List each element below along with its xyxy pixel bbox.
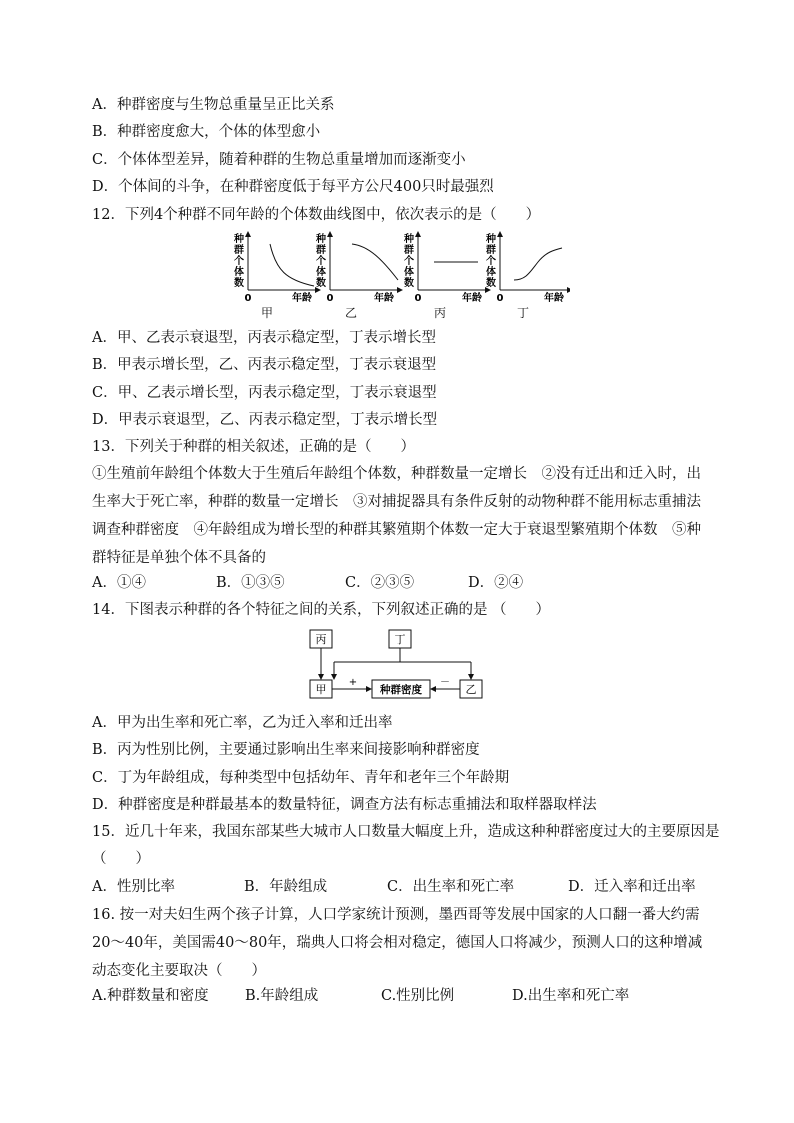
q15-option-d: D．迁入率和迁出率	[568, 879, 696, 895]
y-axis-label-char: 体	[404, 267, 414, 278]
q16-option-b: B.年龄组成	[245, 988, 319, 1004]
y-axis-label-char: 数	[486, 278, 496, 289]
graph-name-bing: 丙	[434, 306, 447, 320]
y-axis-label-char: 体	[316, 267, 326, 278]
q13-option-c: C．②③⑤	[345, 575, 415, 591]
q12-option-d: D．甲表示衰退型，乙、丙表示稳定型，丁表示增长型	[92, 412, 438, 428]
q13-option-d: D．②④	[468, 575, 524, 591]
q15-option-a: A．性别比率	[92, 879, 175, 895]
y-axis-label-char: 群	[486, 245, 496, 256]
q11-option-c: C．个体体型差异，随着种群的生物总重量增加而逐渐变小	[92, 152, 466, 168]
q14-option-d: D．种群密度是种群最基本的数量特征，调查方法有标志重捕法和取样器取样法	[92, 797, 597, 813]
q13-option-a: A．①④	[92, 575, 146, 591]
label-ding: 丁	[394, 633, 406, 646]
label-jia: 甲	[315, 683, 327, 696]
origin-label: 0	[414, 293, 422, 304]
y-axis-label-char: 数	[316, 278, 326, 289]
y-axis-label-char: 种	[486, 234, 496, 245]
minus-sign: －	[440, 677, 450, 688]
q12-option-b: B．甲表示增长型，乙、丙表示稳定型，丁表示衰退型	[92, 357, 437, 373]
q16-stem: 16. 按一对夫妇生两个孩子计算，人口学家统计预测，墨西哥等发展中国家的人口翻一番大约需20～40年，美国需40～80年，瑞典人口将会相对稳定，德国人口将减少，预测人口的这种增减动态变化主要取决（ ）	[92, 907, 703, 979]
y-axis-label-char: 个	[234, 256, 244, 267]
q16-option-c: C.性别比例	[381, 988, 455, 1004]
q11-option-a: A．种群密度与生物总重量呈正比关系	[92, 97, 335, 113]
label-bing: 丙	[315, 633, 327, 646]
x-axis-label: 年龄	[292, 293, 312, 304]
graph-name-ding: 丁	[517, 306, 530, 320]
y-axis-label-char: 种	[316, 234, 326, 245]
graph-name-jia: 甲	[261, 306, 274, 320]
x-axis-label: 年龄	[374, 293, 394, 304]
q16-option-a: A.种群数量和密度	[92, 988, 209, 1004]
q15-stem-bracket: （ ）	[92, 851, 150, 867]
curve-yi	[352, 244, 398, 280]
y-axis-label-char: 群	[404, 245, 414, 256]
q15-stem: 15．近几十年来，我国东部某些大城市人口数量大幅度上升，造成这种种群密度过大的主要原因是	[92, 824, 720, 840]
y-axis-label-char: 种	[234, 234, 244, 245]
q14-option-c: C．丁为年龄组成，每种类型中包括幼年、青年和老年三个年龄期	[92, 770, 510, 786]
y-axis-label-char: 群	[234, 245, 244, 256]
y-axis-label-char: 体	[234, 267, 244, 278]
x-axis-label: 年龄	[462, 293, 482, 304]
graph-bing	[403, 232, 490, 304]
plus-sign: +	[348, 677, 358, 688]
y-axis-label-char: 数	[404, 278, 414, 289]
q14-population-features-diagram	[300, 626, 500, 702]
curve-ding	[514, 248, 562, 280]
y-axis-label-char: 数	[234, 278, 244, 289]
y-axis-label-char: 群	[316, 245, 326, 256]
origin-label: 0	[496, 293, 504, 304]
x-axis-label: 年龄	[544, 293, 564, 304]
y-axis-label-char: 种	[404, 234, 414, 245]
y-axis-label-char: 个	[316, 256, 326, 267]
curve-jia	[270, 244, 314, 286]
graph-ding	[485, 232, 570, 304]
q11-option-d: D．个体间的斗争，在种群密度低于每平方公尺400只时最强烈	[92, 179, 494, 195]
q12-option-a: A．甲、乙表示衰退型，丙表示稳定型，丁表示增长型	[92, 330, 436, 346]
origin-label: 0	[326, 293, 334, 304]
graph-yi	[315, 232, 402, 304]
label-yi: 乙	[465, 683, 477, 696]
q13-statements: ①生殖前年龄组个体数大于生殖后年龄组个体数，种群数量一定增长 ②没有迁出和迁入时，出生率大于死亡率，种群的数量一定增长 ③对捕捉器具有条件反射的动物种群不能用标志重捕法调查种群密度 ④年龄组成为增长型的种群其繁殖期个体数一定大于衰退型繁殖期个体数 ⑤种群特征是单独个体不具备的	[92, 466, 701, 566]
q14-option-a: A．甲为出生率和死亡率，乙为迁入率和迁出率	[92, 715, 393, 731]
q13-option-b: B．①③⑤	[216, 575, 285, 591]
q12-stem: 12．下列4个种群不同年龄的个体数曲线图中，依次表示的是（ ）	[92, 207, 541, 223]
q11-option-b: B．种群密度愈大，个体的体型愈小	[92, 124, 321, 140]
q16-option-d: D.出生率和死亡率	[512, 988, 630, 1004]
y-axis-label-char: 个	[404, 256, 414, 267]
q12-option-c: C．甲、乙表示增长型，丙表示稳定型，丁表示衰退型	[92, 385, 437, 401]
graph-name-yi: 乙	[345, 306, 358, 320]
graph-jia	[233, 232, 320, 304]
label-population-density: 种群密度	[380, 684, 422, 696]
q13-stem: 13．下列关于种群的相关叙述，正确的是（ ）	[92, 439, 415, 455]
q14-option-b: B．丙为性别比例，主要通过影响出生率来间接影响种群密度	[92, 742, 480, 758]
q15-option-c: C．出生率和死亡率	[387, 879, 515, 895]
y-axis-label-char: 体	[486, 267, 496, 278]
origin-label: 0	[244, 293, 252, 304]
q15-option-b: B．年龄组成	[244, 879, 328, 895]
y-axis-label-char: 个	[486, 256, 496, 267]
q14-stem: 14．下图表示种群的各个特征之间的关系，下列叙述正确的是 （ ）	[92, 602, 551, 618]
